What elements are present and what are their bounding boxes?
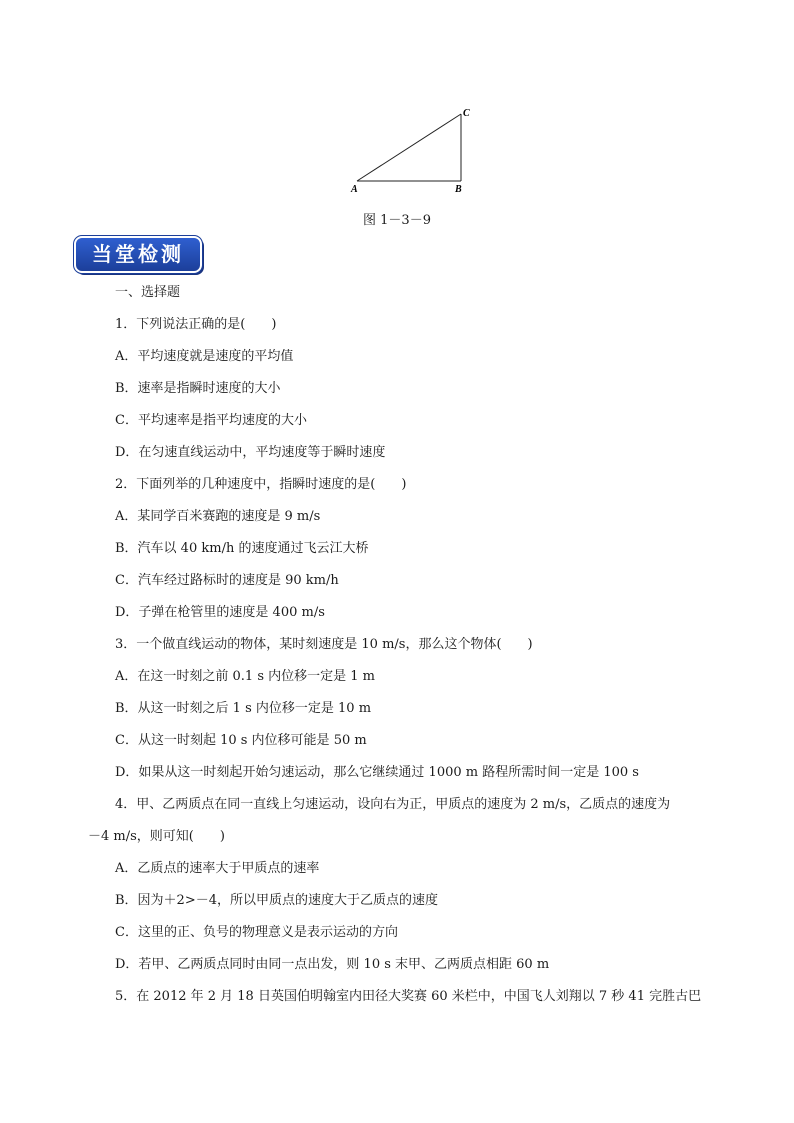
vertex-b-label: B: [455, 184, 462, 195]
text-line: C．从这一时刻起 10 s 内位移可能是 50 m: [115, 733, 367, 748]
text-line: 2．下面列举的几种速度中，指瞬时速度的是( ): [115, 477, 407, 492]
text-line: A．某同学百米赛跑的速度是 9 m/s: [115, 509, 321, 524]
figure-caption: 图 1－3－9: [363, 213, 431, 228]
section-banner: 当堂检测: [74, 236, 202, 273]
text-line: C．平均速率是指平均速度的大小: [115, 413, 307, 428]
text-line: C．汽车经过路标时的速度是 90 km/h: [115, 573, 339, 588]
vertex-c-label: C: [463, 108, 470, 119]
vertex-a-label: A: [351, 184, 358, 195]
text-line: 4．甲、乙两质点在同一直线上匀速运动，设向右为正，甲质点的速度为 2 m/s，乙质点的速度为: [115, 797, 671, 812]
text-line: A．在这一时刻之前 0.1 s 内位移一定是 1 m: [115, 669, 375, 684]
text-line: D．若甲、乙两质点同时由同一点出发，则 10 s 末甲、乙两质点相距 60 m: [115, 957, 550, 972]
text-line: A．乙质点的速率大于甲质点的速率: [115, 861, 320, 876]
text-line: D．子弹在枪管里的速度是 400 m/s: [115, 605, 325, 620]
text-line: B．因为＋2>－4，所以甲质点的速度大于乙质点的速度: [115, 893, 438, 908]
text-line: B．速率是指瞬时速度的大小: [115, 381, 281, 396]
text-line: 5．在 2012 年 2 月 18 日英国伯明翰室内田径大奖赛 60 米栏中，中国飞人刘翔以 7 秒 41 完胜古巴: [115, 989, 702, 1004]
side-ac: [357, 114, 461, 181]
text-line: D．在匀速直线运动中，平均速度等于瞬时速度: [115, 445, 386, 460]
text-line: A．平均速度就是速度的平均值: [115, 349, 294, 364]
text-line: B．汽车以 40 km/h 的速度通过飞云江大桥: [115, 541, 369, 556]
text-line: B．从这一时刻之后 1 s 内位移一定是 10 m: [115, 701, 372, 716]
text-line: 1．下列说法正确的是( ): [115, 317, 277, 332]
triangle-diagram: [345, 100, 475, 195]
text-line: D．如果从这一时刻起开始匀速运动，那么它继续通过 1000 m 路程所需时间一定是 100 s: [115, 765, 639, 780]
text-line: 3．一个做直线运动的物体，某时刻速度是 10 m/s，那么这个物体( ): [115, 637, 533, 652]
text-line: －4 m/s，则可知( ): [88, 829, 225, 844]
section-heading: 一、选择题: [115, 285, 181, 300]
text-line: C．这里的正、负号的物理意义是表示运动的方向: [115, 925, 398, 940]
triangle-figure: [345, 100, 475, 195]
